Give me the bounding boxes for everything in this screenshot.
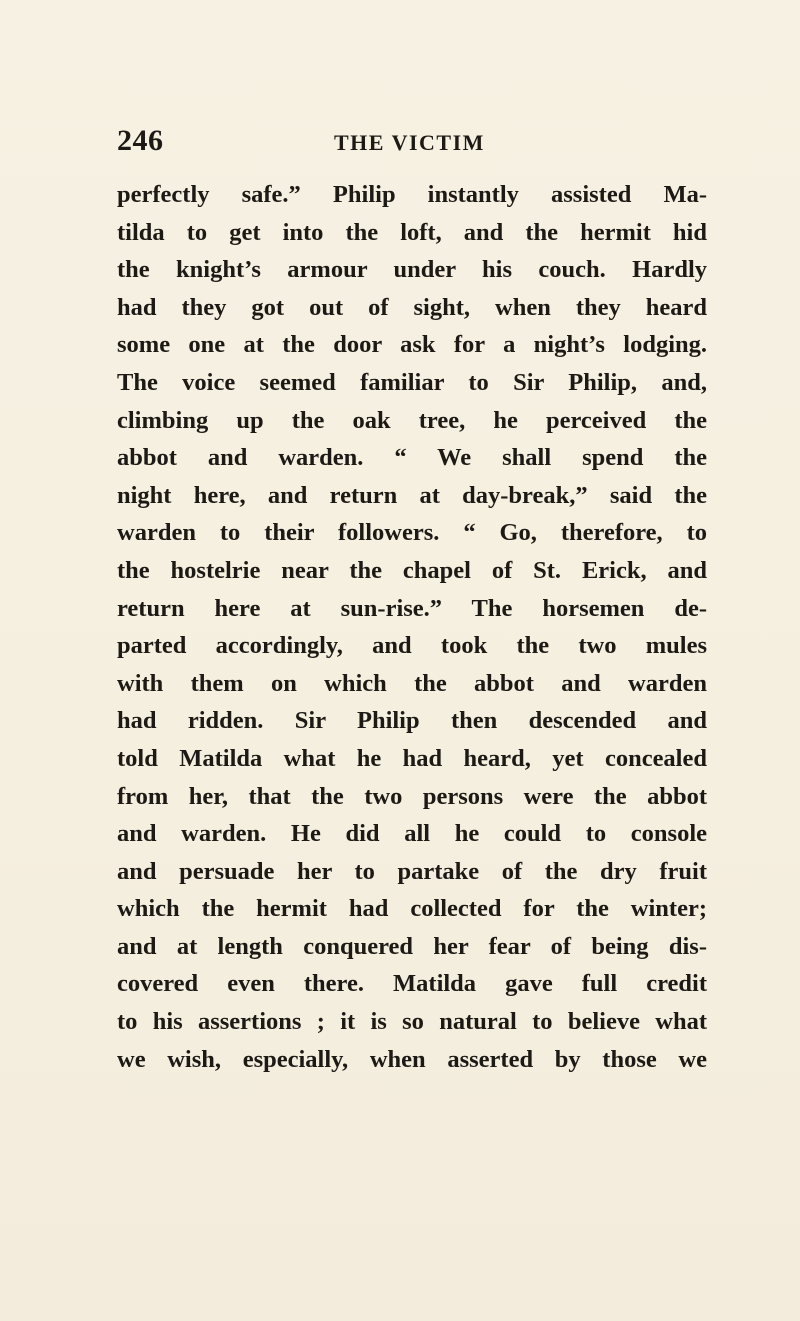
- text-line: perfectly safe.” Philip instantly assisted Ma-: [117, 181, 707, 208]
- text-line: night here, and return at day-break,” said the: [117, 481, 707, 509]
- text-line: with them on which the abbot and warden: [117, 669, 707, 697]
- text-line: return here at sun-rise.” The horsemen de-: [117, 594, 707, 622]
- text-line: told Matilda what he had heard, yet concealed: [117, 744, 707, 772]
- text-line: covered even there. Matilda gave full credit: [117, 970, 707, 998]
- page-number: 246: [117, 124, 164, 157]
- text-line: had ridden. Sir Philip then descended and: [117, 707, 707, 735]
- text-line: we wish, especially, when asserted by those we: [117, 1045, 707, 1073]
- text-line: the hostelrie near the chapel of St. Erick, and: [117, 556, 707, 584]
- running-title: THE VICTIM: [334, 130, 485, 155]
- text-line: parted accordingly, and took the two mules: [117, 632, 707, 660]
- body-text: [117, 176, 707, 1078]
- text-line: some one at the door ask for a night’s lodging.: [117, 331, 707, 359]
- text-line: had they got out of sight, when they heard: [117, 293, 707, 321]
- text-line: which the hermit had collected for the winter;: [117, 895, 707, 923]
- text-line: the knight’s armour under his couch. Hardly: [117, 256, 707, 284]
- text-line: The voice seemed familiar to Sir Philip, and,: [117, 368, 707, 396]
- text-line: climbing up the oak tree, he perceived the: [117, 406, 707, 434]
- text-line: and warden. He did all he could to console: [117, 820, 707, 848]
- text-line: and persuade her to partake of the dry fruit: [117, 857, 707, 885]
- text-line: warden to their followers. “ Go, therefore, to: [117, 519, 707, 547]
- text-line: abbot and warden. “ We shall spend the: [117, 444, 707, 472]
- text-line: from her, that the two persons were the abbot: [117, 782, 707, 810]
- text-line: tilda to get into the loft, and the hermit hid: [117, 218, 707, 246]
- page-header: [117, 124, 717, 164]
- text-line: to his assertions ; it is so natural to believe what: [117, 1008, 707, 1036]
- text-line: and at length conquered her fear of being dis-: [117, 932, 707, 960]
